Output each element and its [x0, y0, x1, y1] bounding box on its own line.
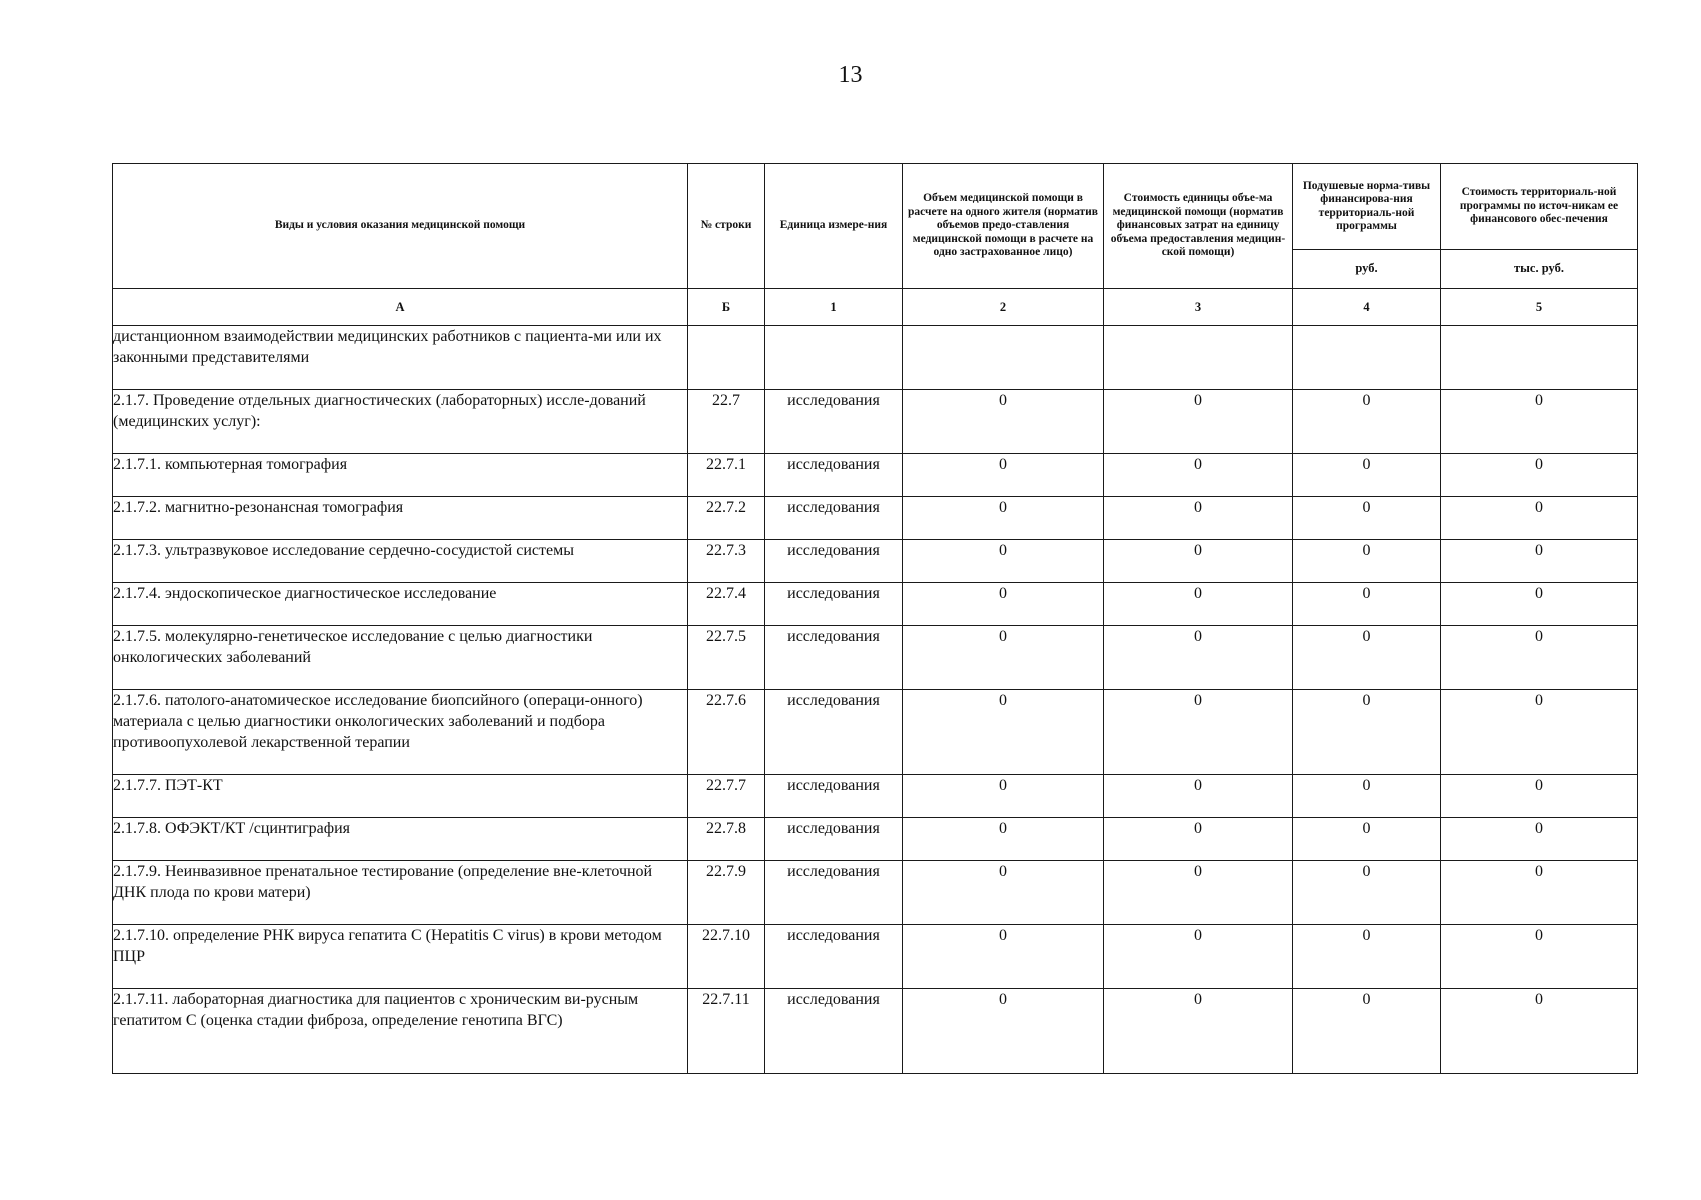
- row-description: дистанционном взаимодействии медицинских работников с пациента-ми или их законными представителями: [113, 326, 688, 390]
- row-unit-cost: 0: [1104, 497, 1293, 540]
- header-per-capita: Подушевые норма-тивы финансирова-ния территориаль-ной программы: [1293, 164, 1441, 250]
- index-cell: 5: [1441, 289, 1638, 326]
- row-unit: исследования: [765, 626, 903, 690]
- table-row: [113, 925, 1638, 989]
- row-per-capita: 0: [1293, 497, 1441, 540]
- index-cell: 4: [1293, 289, 1441, 326]
- row-per-capita: 0: [1293, 989, 1441, 1074]
- row-volume: 0: [903, 690, 1104, 775]
- row-program-cost: 0: [1441, 861, 1638, 925]
- row-unit-cost: 0: [1104, 583, 1293, 626]
- row-unit: исследования: [765, 540, 903, 583]
- row-number: 22.7.2: [688, 497, 765, 540]
- row-unit: исследования: [765, 454, 903, 497]
- row-volume: 0: [903, 454, 1104, 497]
- table-row: [113, 454, 1638, 497]
- row-description: 2.1.7.2. магнитно-резонансная томография: [113, 497, 688, 540]
- row-unit: исследования: [765, 690, 903, 775]
- row-number: 22.7.4: [688, 583, 765, 626]
- table-row: [113, 989, 1638, 1074]
- row-unit: исследования: [765, 775, 903, 818]
- row-volume: 0: [903, 925, 1104, 989]
- row-number: 22.7.7: [688, 775, 765, 818]
- row-volume: 0: [903, 583, 1104, 626]
- row-unit-cost: 0: [1104, 626, 1293, 690]
- row-description: 2.1.7.8. ОФЭКТ/КТ /сцинтиграфия: [113, 818, 688, 861]
- row-number: 22.7.3: [688, 540, 765, 583]
- row-unit: [765, 326, 903, 390]
- index-cell: А: [113, 289, 688, 326]
- row-unit: исследования: [765, 989, 903, 1074]
- row-per-capita: 0: [1293, 454, 1441, 497]
- row-volume: 0: [903, 775, 1104, 818]
- index-row: [113, 289, 1638, 326]
- row-per-capita: 0: [1293, 390, 1441, 454]
- table-row: [113, 775, 1638, 818]
- row-per-capita: 0: [1293, 690, 1441, 775]
- row-number: 22.7.6: [688, 690, 765, 775]
- row-per-capita: 0: [1293, 861, 1441, 925]
- row-number: 22.7: [688, 390, 765, 454]
- row-unit-cost: 0: [1104, 989, 1293, 1074]
- row-program-cost: 0: [1441, 390, 1638, 454]
- table-row: [113, 583, 1638, 626]
- header-care-types: Виды и условия оказания медицинской помощи: [113, 164, 688, 289]
- row-volume: 0: [903, 626, 1104, 690]
- header-row-number: № строки: [688, 164, 765, 289]
- row-unit-cost: 0: [1104, 390, 1293, 454]
- row-unit-cost: 0: [1104, 690, 1293, 775]
- row-per-capita: 0: [1293, 925, 1441, 989]
- table-row: [113, 861, 1638, 925]
- row-description: 2.1.7.4. эндоскопическое диагностическое исследование: [113, 583, 688, 626]
- row-volume: 0: [903, 989, 1104, 1074]
- row-per-capita: 0: [1293, 818, 1441, 861]
- row-number: 22.7.9: [688, 861, 765, 925]
- row-description: 2.1.7.3. ультразвуковое исследование сердечно-сосудистой системы: [113, 540, 688, 583]
- row-description: 2.1.7.10. определение РНК вируса гепатита С (Hepatitis C virus) в крови методом ПЦР: [113, 925, 688, 989]
- table-row: [113, 326, 1638, 390]
- table-row: [113, 540, 1638, 583]
- header-unit-rub: руб.: [1293, 250, 1441, 289]
- row-unit-cost: 0: [1104, 540, 1293, 583]
- row-program-cost: 0: [1441, 989, 1638, 1074]
- row-unit: исследования: [765, 583, 903, 626]
- row-per-capita: 0: [1293, 775, 1441, 818]
- row-unit-cost: 0: [1104, 454, 1293, 497]
- row-unit-cost: 0: [1104, 818, 1293, 861]
- row-description: 2.1.7.9. Неинвазивное пренатальное тестирование (определение вне-клеточной ДНК плода по крови матери): [113, 861, 688, 925]
- table-row: [113, 690, 1638, 775]
- row-program-cost: 0: [1441, 626, 1638, 690]
- row-per-capita: 0: [1293, 583, 1441, 626]
- row-number: 22.7.11: [688, 989, 765, 1074]
- index-cell: Б: [688, 289, 765, 326]
- header-program-cost: Стоимость территориаль-ной программы по источ-никам ее финансового обес-печения: [1441, 164, 1638, 250]
- row-volume: 0: [903, 861, 1104, 925]
- header-unit-thousand-rub: тыс. руб.: [1441, 250, 1638, 289]
- row-description: 2.1.7.5. молекулярно-генетическое исследование с целью диагностики онкологических заболеваний: [113, 626, 688, 690]
- row-unit: исследования: [765, 925, 903, 989]
- row-program-cost: 0: [1441, 818, 1638, 861]
- index-cell: 3: [1104, 289, 1293, 326]
- row-number: 22.7.8: [688, 818, 765, 861]
- header-volume: Объем медицинской помощи в расчете на одного жителя (норматив объемов предо-ставления медицинской помощи в расчете на одно застрахованное лицо): [903, 164, 1104, 289]
- row-number: 22.7.1: [688, 454, 765, 497]
- row-program-cost: [1441, 326, 1638, 390]
- table-row: [113, 626, 1638, 690]
- row-volume: [903, 326, 1104, 390]
- row-volume: 0: [903, 390, 1104, 454]
- row-unit-cost: 0: [1104, 775, 1293, 818]
- page-number: 13: [838, 62, 863, 88]
- row-number: 22.7.10: [688, 925, 765, 989]
- index-cell: 2: [903, 289, 1104, 326]
- row-unit: исследования: [765, 861, 903, 925]
- row-per-capita: 0: [1293, 540, 1441, 583]
- row-description: 2.1.7.6. патолого-анатомическое исследование биопсийного (операци-онного) материала с целью диагностики онкологических заболеваний и подбора противоопухолевой лекарственной терапии: [113, 690, 688, 775]
- row-description: 2.1.7.1. компьютерная томография: [113, 454, 688, 497]
- row-unit: исследования: [765, 390, 903, 454]
- row-program-cost: 0: [1441, 775, 1638, 818]
- row-program-cost: 0: [1441, 540, 1638, 583]
- row-program-cost: 0: [1441, 583, 1638, 626]
- row-unit-cost: [1104, 326, 1293, 390]
- row-unit: исследования: [765, 497, 903, 540]
- row-number: [688, 326, 765, 390]
- table-row: [113, 390, 1638, 454]
- index-cell: 1: [765, 289, 903, 326]
- row-number: 22.7.5: [688, 626, 765, 690]
- medical-care-table: [112, 163, 1638, 1074]
- row-description: 2.1.7.7. ПЭТ-КТ: [113, 775, 688, 818]
- row-program-cost: 0: [1441, 454, 1638, 497]
- table-row: [113, 818, 1638, 861]
- header-unit: Единица измере-ния: [765, 164, 903, 289]
- table-row: [113, 497, 1638, 540]
- row-per-capita: [1293, 326, 1441, 390]
- row-unit: исследования: [765, 818, 903, 861]
- row-program-cost: 0: [1441, 925, 1638, 989]
- row-volume: 0: [903, 497, 1104, 540]
- row-unit-cost: 0: [1104, 861, 1293, 925]
- row-program-cost: 0: [1441, 690, 1638, 775]
- row-description: 2.1.7. Проведение отдельных диагностических (лабораторных) иссле-дований (медицинских услуг):: [113, 390, 688, 454]
- row-per-capita: 0: [1293, 626, 1441, 690]
- header-unit-cost: Стоимость единицы объе-ма медицинской помощи (норматив финансовых затрат на единицу объема предоставления медицин-ской помощи): [1104, 164, 1293, 289]
- row-unit-cost: 0: [1104, 925, 1293, 989]
- row-volume: 0: [903, 540, 1104, 583]
- row-volume: 0: [903, 818, 1104, 861]
- row-description: 2.1.7.11. лабораторная диагностика для пациентов с хроническим ви-русным гепатитом С (оценка стадии фиброза, определение генотипа ВГС): [113, 989, 688, 1074]
- row-program-cost: 0: [1441, 497, 1638, 540]
